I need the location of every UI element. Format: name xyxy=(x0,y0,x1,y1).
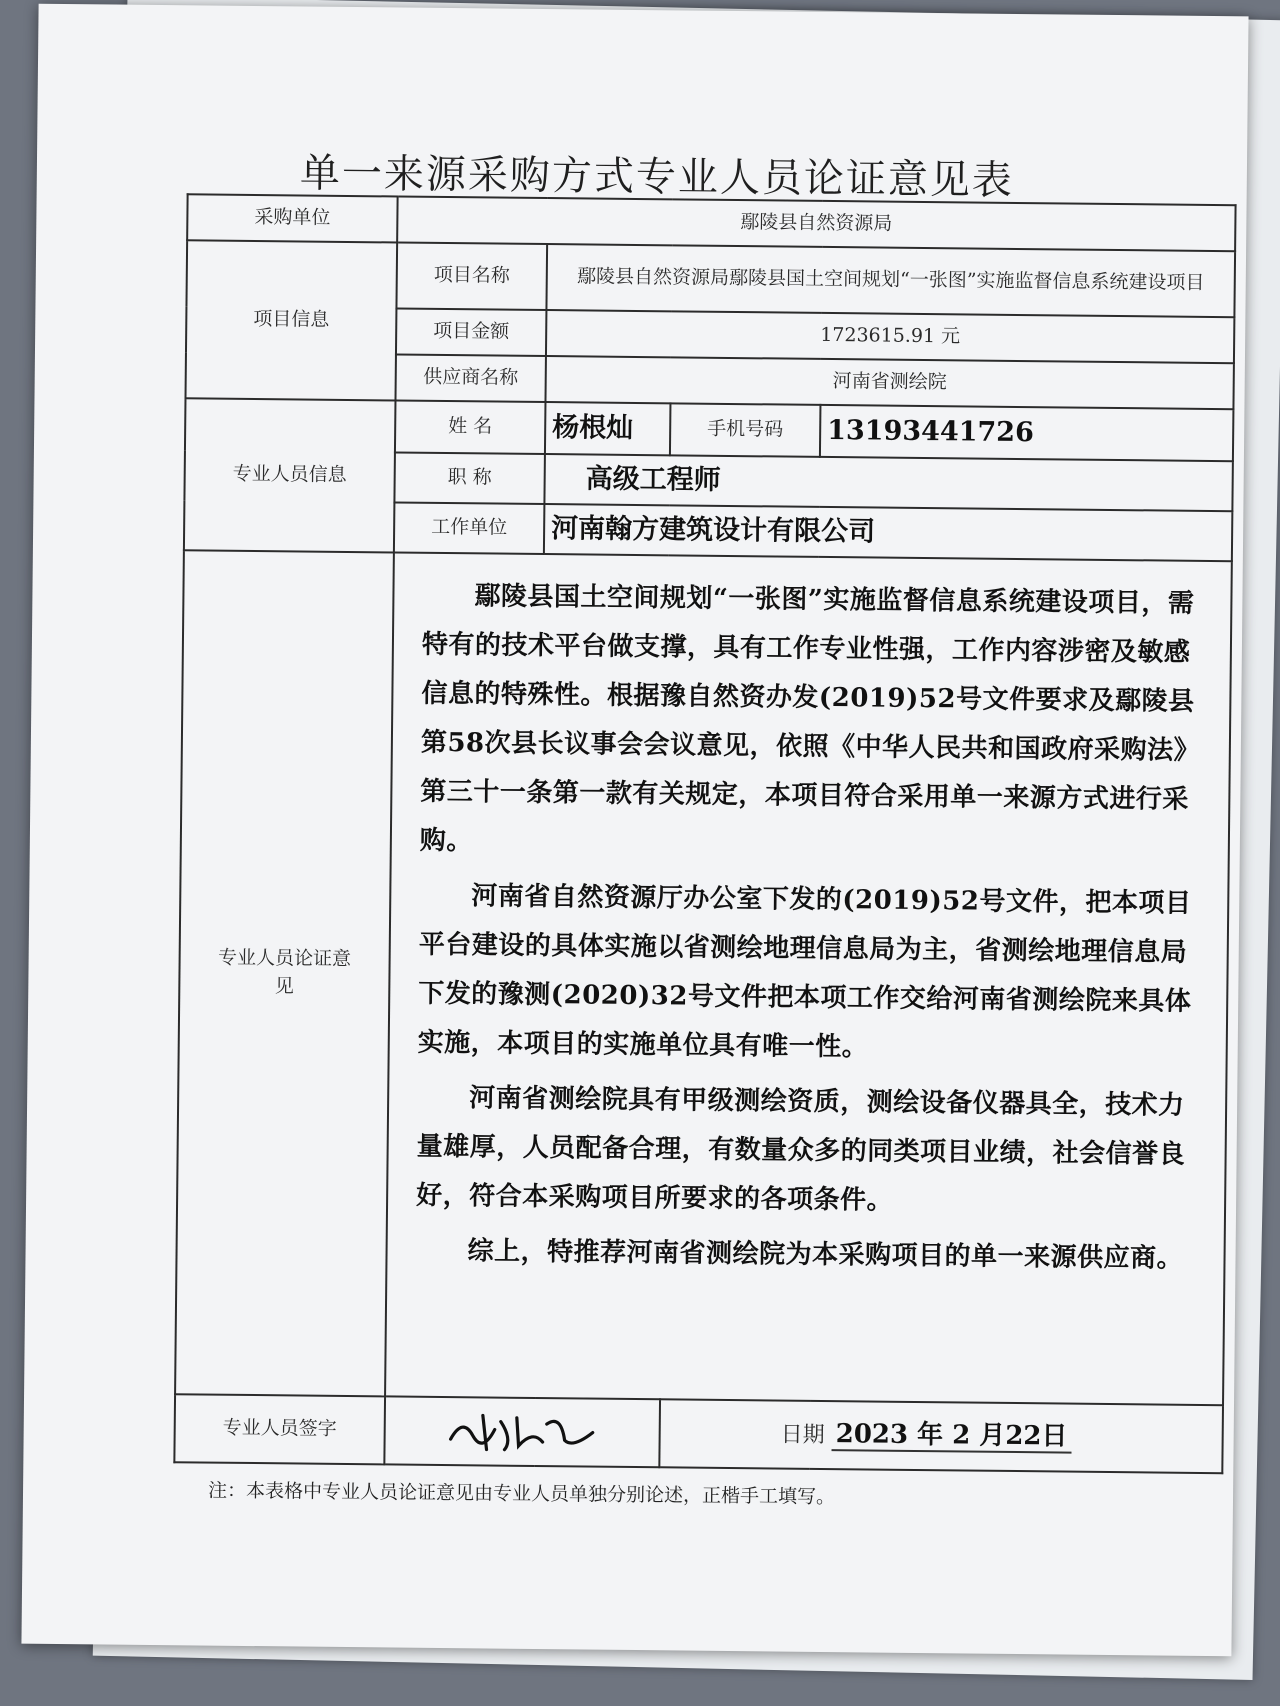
handwritten-signature xyxy=(442,1409,602,1455)
supplier-value: 河南省测绘院 xyxy=(545,356,1233,409)
purchaser-value: 鄢陵县自然资源局 xyxy=(397,196,1235,251)
date-cell xyxy=(659,1399,1223,1473)
date-label: 日期 xyxy=(780,1422,825,1449)
supplier-label: 供应商名称 xyxy=(395,354,545,402)
signature-label: 专业人员签字 xyxy=(174,1394,385,1464)
paper-sheet xyxy=(21,4,1248,1657)
expert-section-label: 专业人员信息 xyxy=(184,398,396,552)
opinion-body xyxy=(385,552,1232,1405)
footnote: 注：本表格中专业人员论证意见由专业人员单独分别论述，正楷手工填写。 xyxy=(207,1479,836,1509)
expert-name-value: 杨根灿 xyxy=(545,402,671,455)
opinion-paragraph: 河南省自然资源厅办公室下发的(2019)52号文件，把本项目平台建设的具体实施以省测绘地理信息局为主，省测绘地理信息局下发的豫测(2020)32号文件把本项工作交给河南省测绘院来具体实施，本项目的实施单位具有唯一性。 xyxy=(417,881,1192,1063)
expert-name-label: 姓 名 xyxy=(395,400,546,454)
opinion-paragraph: 鄢陵县国土空间规划“一张图”实施监督信息系统建设项目，需特有的技术平台做支撑，具有工作专业性强，工作内容涉密及敏感信息的特殊性。根据豫自然资办发(2019)52号文件要求及鄢陵县第58次县长议事会会议意见，依照《中华人民共和国政府采购法》第三十一条第一款有关规定，本项目符合采用单一来源方式进行采购。 xyxy=(419,581,1201,857)
project-section-label: 项目信息 xyxy=(185,240,397,400)
phone-value: 13193441726 xyxy=(820,405,1234,461)
project-amount-value: 1723615.91 元 xyxy=(546,310,1234,363)
project-name-label: 项目名称 xyxy=(396,242,547,310)
opinion-section-label: 专业人员论证意见 xyxy=(175,550,394,1396)
purchaser-label: 采购单位 xyxy=(187,194,397,242)
project-amount-label: 项目金额 xyxy=(396,308,546,356)
expert-title-value: 高级工程师 xyxy=(544,454,1232,511)
form-title: 单一来源采购方式专业人员论证意见表 xyxy=(299,150,1015,204)
signature-cell xyxy=(384,1396,660,1467)
date-value: 2023 年 2 月22日 xyxy=(832,1419,1072,1454)
opinion-form-table xyxy=(173,193,1236,1474)
expert-title-label: 职 称 xyxy=(394,452,545,504)
project-name-value: 鄢陵县自然资源局鄢陵县国土空间规划“一张图”实施监督信息系统建设项目 xyxy=(546,244,1235,317)
opinion-paragraph: 综上，特推荐河南省测绘院为本采购项目的单一来源供应商。 xyxy=(467,1236,1184,1274)
employer-value: 河南翰方建筑设计有限公司 xyxy=(544,504,1232,561)
employer-label: 工作单位 xyxy=(394,502,545,554)
opinion-paragraph: 河南省测绘院具有甲级测绘资质，测绘设备仪器具全，技术力量雄厚，人员配备合理，有数量众多的同类项目业绩，社会信誉良好，符合本采购项目所要求的各项条件。 xyxy=(416,1083,1186,1216)
phone-label: 手机号码 xyxy=(670,403,821,457)
